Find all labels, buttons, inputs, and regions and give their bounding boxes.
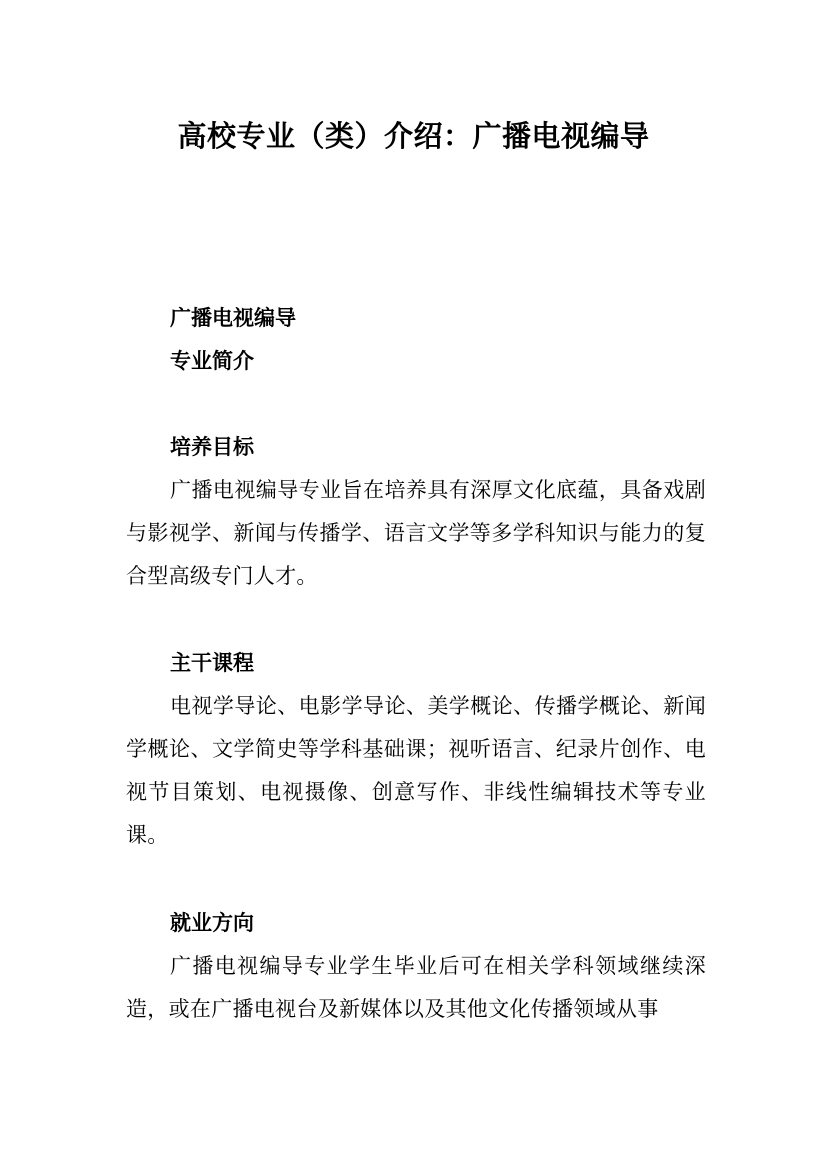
section-heading: 主干课程 bbox=[170, 651, 254, 675]
major-name: 广播电视编导 bbox=[170, 306, 296, 330]
section-career bbox=[126, 902, 706, 1031]
section-training-goal bbox=[126, 426, 706, 598]
section-main-courses bbox=[126, 642, 706, 857]
section-body: 广播电视编导专业旨在培养具有深厚文化底蕴，具备戏剧与影视学、新闻与传播学、语言文学等多学科知识与能力的复合型高级专门人才。 bbox=[126, 478, 706, 588]
document-title: 高校专业（类）介绍：广播电视编导 bbox=[177, 119, 650, 153]
section-heading: 就业方向 bbox=[170, 911, 254, 935]
intro-heading: 专业简介 bbox=[170, 349, 254, 373]
section-body: 广播电视编导专业学生毕业后可在相关学科领域继续深造，或在广播电视台及新媒体以及其他文化传播领域从事 bbox=[126, 954, 706, 1021]
major-header bbox=[126, 297, 706, 383]
section-body: 电视学导论、电影学导论、美学概论、传播学概论、新闻学概论、文学简史等学科基础课；视听语言、纪录片创作、电视节目策划、电视摄像、创意写作、非线性编辑技术等专业课。 bbox=[126, 694, 706, 847]
section-heading: 培养目标 bbox=[170, 435, 254, 459]
